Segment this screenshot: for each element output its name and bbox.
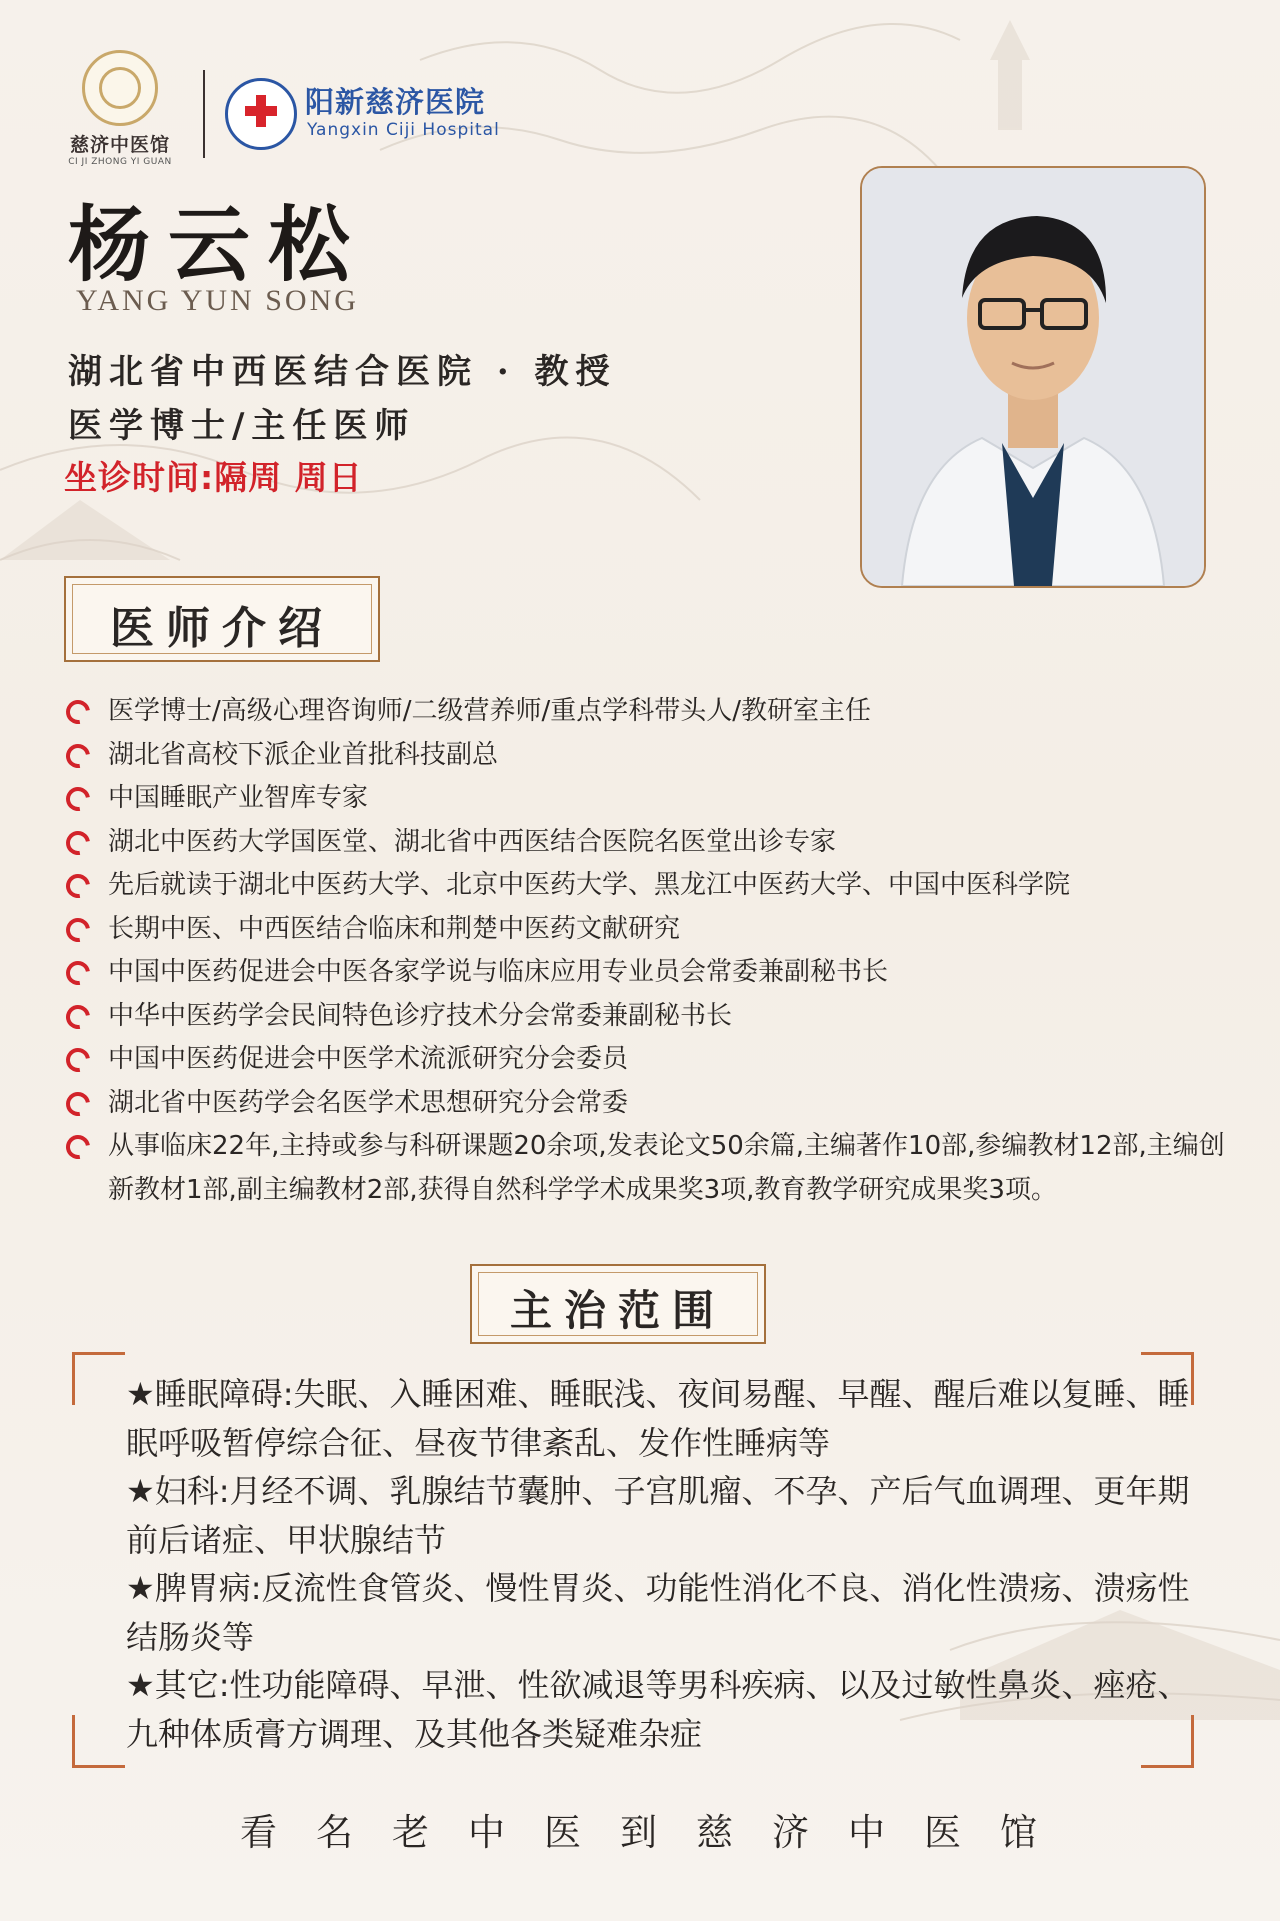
list-item: 中国中医药促进会中医学术流派研究分会委员 <box>66 1038 1226 1082</box>
crescent-bullet-icon <box>61 1130 94 1163</box>
list-item: 中国睡眠产业智库专家 <box>66 777 1226 821</box>
list-item: 从事临床22年,主持或参与科研课题20余项,发表论文50余篇,主编著作10部,参编教材12部,主编创新教材1部,副主编教材2部,获得自然科学学术成果奖3项,教育教学研究成果奖3项。 <box>66 1125 1226 1212</box>
treatment-item: ★其它:性功能障碍、早泄、性欲减退等男科疾病、以及过敏性鼻炎、痤疮、九种体质膏方调理、及其他各类疑难杂症 <box>126 1666 1190 1753</box>
intro-heading: 医师介绍 <box>110 603 334 654</box>
list-item: 湖北省高校下派企业首批科技副总 <box>66 734 1226 778</box>
doctor-title-degree: 医学博士/主任医师 <box>68 406 416 446</box>
treatment-item: ★睡眠障碍:失眠、入睡困难、睡眠浅、夜间易醒、早醒、醒后难以复睡、睡眠呼吸暂停综合征、昼夜节律紊乱、发作性睡病等 <box>126 1375 1190 1462</box>
frame-corner <box>72 1715 125 1768</box>
hospital-name-en: Yangxin Ciji Hospital <box>307 120 500 140</box>
ciji-tcm-logo <box>55 50 185 170</box>
hospital-logo <box>225 78 555 148</box>
crescent-bullet-icon <box>61 739 94 772</box>
crescent-bullet-icon <box>61 956 94 989</box>
list-item: 医学博士/高级心理咨询师/二级营养师/重点学科带头人/教研室主任 <box>66 690 1226 734</box>
red-cross-icon <box>225 78 297 150</box>
list-item: 长期中医、中西医结合临床和荆楚中医药文献研究 <box>66 908 1226 952</box>
logo-divider <box>203 70 205 158</box>
logo1-sub: CI JI ZHONG YI GUAN <box>68 157 172 167</box>
doctor-photo <box>860 166 1206 588</box>
list-item: 湖北中医药大学国医堂、湖北省中西医结合医院名医堂出诊专家 <box>66 821 1226 865</box>
list-item: 中国中医药促进会中医各家学说与临床应用专业员会常委兼副秘书长 <box>66 951 1226 995</box>
crescent-bullet-icon <box>61 869 94 902</box>
frame-corner <box>72 1352 125 1405</box>
clinic-time: 坐诊时间:隔周 周日 <box>64 458 363 497</box>
logo1-name: 慈济中医馆 <box>69 134 170 156</box>
hospital-name: 阳新慈济医院 <box>305 85 486 119</box>
crescent-bullet-icon <box>61 782 94 815</box>
treatment-heading: 主治范围 <box>509 1286 726 1335</box>
crescent-bullet-icon <box>61 1087 94 1120</box>
treatment-item: ★脾胃病:反流性食管炎、慢性胃炎、功能性消化不良、消化性溃疡、溃疡性结肠炎等 <box>126 1569 1190 1656</box>
doctor-title-hospital: 湖北省中西医结合医院 · 教授 <box>68 352 617 392</box>
intro-list <box>66 690 1226 1212</box>
crescent-bullet-icon <box>61 695 94 728</box>
crescent-bullet-icon <box>61 1043 94 1076</box>
treatment-list <box>126 1370 1196 1758</box>
list-item: 湖北省中医药学会名医学术思想研究分会常委 <box>66 1082 1226 1126</box>
crescent-bullet-icon <box>61 913 94 946</box>
ciji-emblem-icon <box>82 50 158 126</box>
treatment-item: ★妇科:月经不调、乳腺结节囊肿、子宫肌瘤、不孕、产后气血调理、更年期前后诸症、甲状腺结节 <box>126 1472 1190 1559</box>
list-item: 先后就读于湖北中医药大学、北京中医药大学、黑龙江中医药大学、中国中医科学院 <box>66 864 1226 908</box>
intro-heading-box <box>64 576 380 662</box>
treatment-heading-box <box>470 1264 766 1344</box>
list-item: 中华中医药学会民间特色诊疗技术分会常委兼副秘书长 <box>66 995 1226 1039</box>
crescent-bullet-icon <box>61 826 94 859</box>
footer-slogan: 看名老中医到慈济中医馆 <box>240 1811 1076 1854</box>
doctor-pinyin: YANG YUN SONG <box>76 284 359 317</box>
doctor-name: 杨云松 <box>68 197 369 293</box>
header-logos <box>55 50 575 170</box>
crescent-bullet-icon <box>61 1000 94 1033</box>
